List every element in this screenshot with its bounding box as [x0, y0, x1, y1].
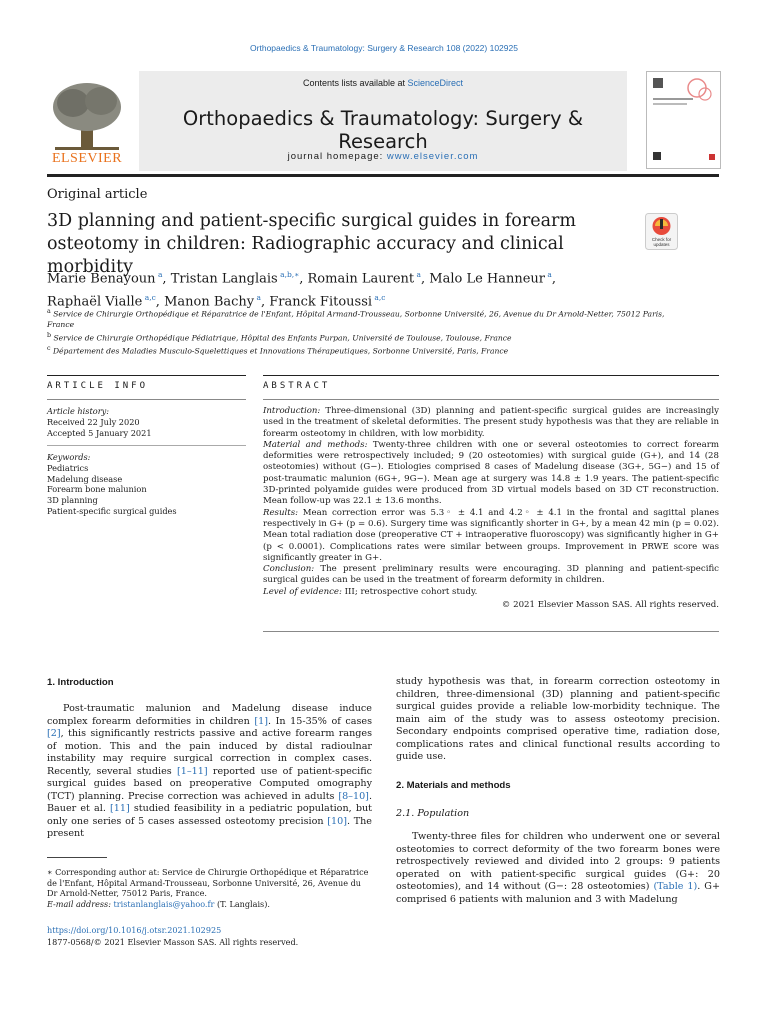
- keyword-item: 3D planning: [47, 495, 98, 506]
- author-affiliation-mark[interactable]: a,b,∗: [280, 270, 300, 279]
- author-line-1: Marie Benayoun $^a$, Tristan Langlais $^{a,b,∗}$, Romain Laurent $^a$, Malo Le Hanneur $^a$,: [47, 270, 557, 287]
- abstract-subrule: [263, 399, 719, 400]
- citation-link[interactable]: [1]: [254, 715, 268, 727]
- table-link[interactable]: (Table 1): [653, 881, 698, 892]
- author-name[interactable]: Manon Bachy: [164, 294, 255, 310]
- journal-citation[interactable]: Orthopaedics & Traumatology: Surgery & Research 108 (2022) 102925: [250, 43, 518, 53]
- svg-text:Check for: Check for: [651, 237, 672, 242]
- abstract-bottom-rule: [263, 631, 719, 632]
- sciencedirect-link[interactable]: ScienceDirect: [407, 78, 464, 88]
- contents-line: [139, 78, 627, 88]
- check-for-updates-badge[interactable]: [645, 213, 678, 250]
- email-label: E-mail address:: [47, 899, 114, 910]
- subsection-heading-population: 2.1. Population: [396, 808, 470, 819]
- abstract-heading: ABSTRACT: [263, 381, 331, 391]
- author-name[interactable]: Romain Laurent: [307, 271, 415, 287]
- abstract-rule: [263, 375, 719, 376]
- population-text: Twenty-three files for children who underwent one or several osteotomies to correct deformity of the two forearm bones were retrospectively reviewed and divided into 2 groups: 9 patients operated on with patient-specific surgical guides (G+: 20 osteotomies), and 14 without (G−: 28 osteotomies) (Table 1). G+ comprised 6 patients with malunion and 3 with Madelung: [396, 831, 720, 905]
- citation-link[interactable]: [2]: [47, 728, 61, 739]
- keyword-item: Madelung disease: [47, 473, 123, 484]
- abstract-copyright: © 2021 Elsevier Masson SAS. All rights reserved.: [501, 600, 719, 611]
- corresponding-author-footnote: [47, 867, 372, 910]
- keyword-item: Forearm bone malunion: [47, 484, 147, 495]
- header-rule: [47, 174, 719, 177]
- author-affiliation-mark[interactable]: a,c: [374, 293, 386, 303]
- abstract-results: Results: Mean correction error was 5.3◦ ± 4.1 and 4.2◦ ± 4.1 in the frontal and sagittal planes respectively in G+ (p = 0.6). Surgery time was significantly shorter in G+, by a mean 42 min (p = 0.02). Mean total radiation dose (preoperative CT + intraoperative fluoroscopy) was significantly higher in G+ (p < 0.0001). Complications rates were similar between groups. Improvement in PRWE score was significantly greater in G+.: [263, 507, 719, 563]
- accepted-date: Accepted 5 January 2021: [47, 427, 152, 438]
- article-type: Original article: [47, 187, 148, 202]
- citation-link[interactable]: [8–10]: [338, 790, 369, 802]
- history-label: Article history:: [47, 406, 109, 416]
- journal-homepage: [139, 151, 627, 162]
- affiliation-item: $^c$ Département des Maladies Musculo-Squelettiques et Innovations Thérapeutiques, Sorbonne Université, Paris, France: [47, 344, 509, 356]
- issn-line: 1877-0568/© 2021 Elsevier Masson SAS. All rights reserved.: [47, 937, 299, 947]
- abstract-methods: Material and methods: Twenty-three children with one or several osteotomies to correct forearm deformities were retrospectively included; 9 (20 osteotomies) with surgical guide (G+), and 14 (28 osteotomies) without (G−). Etiologies comprised 8 cases of Madelung disease (3G+, 5G−) and 15 of post-traumatic malunion (6G+, 9G−). Mean age at surgery was 14.8 ± 1.9 years. The patient-specific 3D-printed polyamide guides were produced from 3D virtual models based on 3D CT reconstruction. Mean follow-up was 22.1 ± 13.6 months.: [263, 439, 719, 507]
- abstract-introduction: Introduction: Three-dimensional (3D) planning and patient-specific surgical guides are increasingly used in the treatment of skeletal deformities. The present study hypothesis was that they are reliable in forearm osteotomy in children, with low morbidity.: [263, 406, 719, 439]
- author-name[interactable]: Raphaël Vialle: [47, 294, 143, 310]
- author-list: [47, 265, 687, 312]
- section-heading-introduction: 1. Introduction: [47, 677, 114, 688]
- author-affiliation-mark[interactable]: a,c: [144, 293, 156, 303]
- author-affiliation-mark[interactable]: a: [157, 270, 163, 279]
- footnote-text: ∗ Corresponding author at: Service de Chirurgie Orthopédique et Réparatrice de l'Enfant, Hôpital Armand-Trousseau, Sorbonne Université, 26, Avenue du Dr Arnold-Netter, 75012 Paris, France.: [47, 867, 369, 899]
- contents-prefix: Contents lists available at: [302, 78, 408, 88]
- introduction-continued: study hypothesis was that, in forearm correction osteotomy in children, three-dimensional (3D) planning and patient-specific surgical guides provide a reliable low-morbidity technique. The main aim of the study was to assess osteotomy precision. Secondary endpoints comprised operative time, radiation dose, complications rates and clinical functional results according to guide use.: [396, 676, 720, 762]
- section-heading-methods: 2. Materials and methods: [396, 780, 511, 791]
- author-name[interactable]: Malo Le Hanneur: [429, 271, 546, 287]
- keywords-label: Keywords:: [47, 452, 91, 462]
- svg-text:updates: updates: [653, 242, 670, 247]
- history-rule: [47, 445, 246, 446]
- keywords-block: [47, 452, 246, 517]
- author-affiliation-mark[interactable]: a: [416, 270, 421, 279]
- abstract-level-of-evidence: Level of evidence: III; retrospective cohort study.: [263, 586, 478, 597]
- footnote-rule: [47, 857, 107, 858]
- introduction-text: Post-traumatic malunion and Madelung disease induce complex forearm deformities in children [1]. In 15-35% of cases [2], this significantly restricts passive and active forearm ranges of motion. This and the pain induced by distal radioulnar instability may require surgical correction in complex cases. Recently, several studies [1–11] reported use of patient-specific surgical guides based on preoperative Computed omography (TCT) planning. Precise correction was achieved in adults [8–10]. Bauer et al. [11] studied feasibility in a pediatric population, but only one series of 5 cases assessed osteotomy precision [10]. The present: [47, 703, 372, 839]
- article-title: 3D planning and patient-specific surgical guides in forearm osteotomy in children: Radiographic accuracy and clinical morbidity: [47, 211, 576, 277]
- citation-link[interactable]: [11]: [110, 803, 130, 814]
- author-line-2: Raphaël Vialle $^{a,c}$, Manon Bachy $^a$, Franck Fitoussi $^{a,c}$: [47, 293, 386, 310]
- author-affiliation-mark[interactable]: a: [547, 270, 552, 279]
- article-history: [47, 406, 246, 438]
- affiliation-item: $^a$ Service de Chirurgie Orthopédique et Réparatrice de l'Enfant, Hôpital Armand-Trousseau, Sorbonne Université, 26, Avenue du Dr Arnold-Netter, 75012 Paris, France: [47, 308, 665, 330]
- journal-cover-thumbnail[interactable]: [646, 71, 721, 169]
- author-name[interactable]: Marie Benayoun: [47, 271, 156, 287]
- affiliation-item: $^b$ Service de Chirurgie Orthopédique Pédiatrique, Hôpital des Enfants Purpan, Université de Toulouse, Toulouse, France: [47, 331, 512, 343]
- received-date: Received 22 July 2020: [47, 416, 140, 427]
- author-name[interactable]: Tristan Langlais: [170, 271, 278, 287]
- author-affiliation-mark[interactable]: a: [256, 293, 262, 303]
- keyword-item: Pediatrics: [47, 462, 89, 473]
- masthead: [47, 71, 719, 171]
- email-link[interactable]: tristanlanglais@yahoo.fr: [113, 899, 215, 910]
- abstract-conclusion: Conclusion: The present preliminary results were encouraging. 3D planning and patient-specific surgical guides can be used in the treatment of forearm deformity in children.: [263, 564, 719, 586]
- article-info-heading: ARTICLE INFO: [47, 381, 149, 391]
- article-info-subrule: [47, 399, 246, 400]
- article-info-rule: [47, 375, 246, 376]
- doi-link[interactable]: https://doi.org/10.1016/j.otsr.2021.102925: [47, 925, 222, 935]
- abstract-body: [263, 406, 719, 611]
- citation-link[interactable]: [10]: [327, 815, 347, 827]
- journal-title: Orthopaedics & Traumatology: Surgery & Research: [182, 107, 584, 153]
- author-name[interactable]: Franck Fitoussi: [269, 294, 373, 310]
- affiliations: [47, 307, 667, 357]
- homepage-link[interactable]: www.elsevier.com: [386, 151, 479, 162]
- keyword-item: Patient-specific surgical guides: [47, 505, 177, 516]
- journal-banner: [139, 71, 627, 171]
- citation-link[interactable]: [1–11]: [176, 765, 208, 777]
- elsevier-wordmark: ELSEVIER: [51, 151, 123, 166]
- homepage-prefix: journal homepage:: [287, 151, 387, 162]
- footnote-email-line: E-mail address: tristanlanglais@yahoo.fr (T. Langlais).: [47, 899, 270, 910]
